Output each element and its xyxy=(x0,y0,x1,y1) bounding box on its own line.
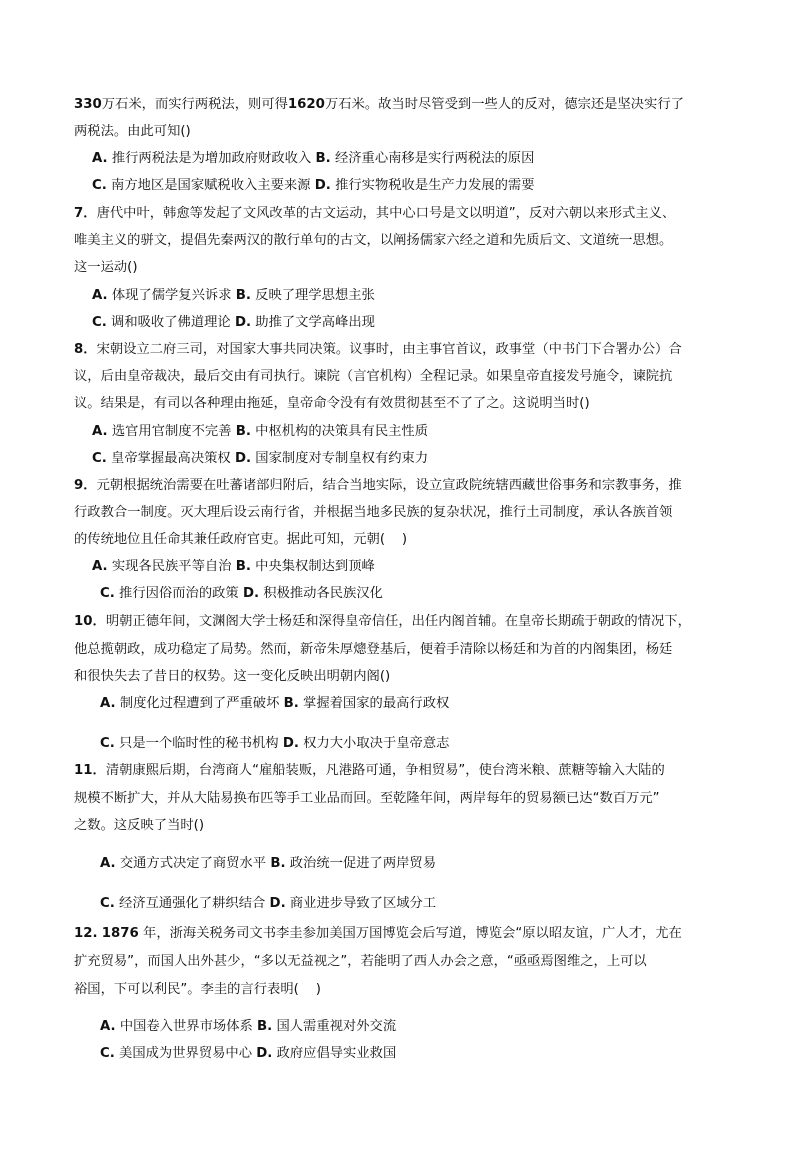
q10-option-a-label: A. xyxy=(100,696,116,711)
q10-option-d-label: D. xyxy=(282,736,299,751)
q12-stem-line-3: 裕国，下可以利民”。李圭的言行表明( ) xyxy=(74,982,321,997)
q9-option-a-text: 实现各民族平等自治 xyxy=(111,559,232,574)
q7-stem-line-2: 唯美主义的骈文，提倡先秦两汉的散行单句的古文，以阐扬儒家六经之道和先质后文、文道统一思想。 xyxy=(74,233,673,248)
q11-stem-line-1 xyxy=(74,762,665,780)
q9-options-row-2 xyxy=(100,585,383,603)
q7-option-c-label: C. xyxy=(92,315,107,330)
q6-number-330: 330 xyxy=(74,97,102,112)
q6-stem-text: 万石米，而实行两税法，则可得 xyxy=(101,97,288,112)
q10-options-row-1 xyxy=(100,695,449,713)
q12-year: 1876 xyxy=(101,926,139,941)
q11-option-a-text: 交通方式决定了商贸水平 xyxy=(119,856,267,871)
q10-option-b-label: B. xyxy=(283,696,299,711)
q11-stem-text: 清朝康熙后期，台湾商人“雇船装贩，凡港路可通，争相贸易”，使台湾米粮、蔗糖等输入大陆的 xyxy=(105,763,665,778)
q8-option-d-text: 国家制度对专制皇权有约束力 xyxy=(255,451,429,466)
q12-option-b-label: B. xyxy=(257,1019,273,1034)
q11-options-row-2 xyxy=(100,895,436,913)
q7-option-d-label: D. xyxy=(234,315,252,330)
q12-stem-text: 年，浙海关税务司文书李圭参加美国万国博览会后写道，博览会“原以昭友谊，广人才，尤在 xyxy=(143,926,682,941)
q8-option-c-text: 皇帝掌握最高决策权 xyxy=(111,451,231,466)
q10-number: 10． xyxy=(74,614,106,629)
q9-stem-line-3: 的传统地位且任命其兼任政府官吏。据此可知，元朝( ) xyxy=(74,532,408,547)
q10-stem-line-3: 和很快失去了昔日的权势。这一变化反映出明朝内阁() xyxy=(74,669,391,684)
q12-option-c-text: 美国成为世界贸易中心 xyxy=(119,1046,253,1061)
q6-option-d-label: D. xyxy=(314,178,331,193)
q10-option-b-text: 掌握着国家的最高行政权 xyxy=(303,696,450,711)
q11-option-d-text: 商业进步导致了区域分工 xyxy=(289,896,437,911)
q11-number: 11． xyxy=(74,763,106,778)
q8-option-b-label: B. xyxy=(235,424,251,439)
q6-stem-line-1 xyxy=(74,96,684,114)
q7-number: 7． xyxy=(74,206,97,221)
q10-options-row-2 xyxy=(100,735,449,753)
q9-option-c-label: C. xyxy=(100,586,115,601)
q6-option-b-label: B. xyxy=(315,151,331,166)
q11-option-c-text: 经济互通强化了耕织结合 xyxy=(119,896,266,911)
q11-option-b-text: 政治统一促进了两岸贸易 xyxy=(289,856,437,871)
q9-option-c-text: 推行因俗而治的政策 xyxy=(119,586,239,601)
q12-option-a-text: 中国卷入世界市场体系 xyxy=(119,1019,253,1034)
q8-options-row-1 xyxy=(92,423,428,441)
q6-options-row-2 xyxy=(92,177,535,195)
q8-option-a-label: A. xyxy=(92,424,108,439)
q8-stem-line-1 xyxy=(74,341,682,359)
q7-option-a-label: A. xyxy=(92,288,108,303)
q12-option-d-label: D. xyxy=(256,1046,273,1061)
q6-option-b-text: 经济重心南移是实行两税法的原因 xyxy=(334,151,535,166)
q11-option-a-label: A. xyxy=(100,856,116,871)
q12-option-b-text: 国人需重视对外交流 xyxy=(276,1019,397,1034)
q9-option-b-label: B. xyxy=(235,559,251,574)
q7-options-row-1 xyxy=(92,287,375,305)
q7-option-a-text: 体现了儒学复兴诉求 xyxy=(111,288,232,303)
q9-number: 9． xyxy=(74,478,97,493)
q7-options-row-2 xyxy=(92,314,375,332)
q6-stem-line-2: 两税法。由此可知() xyxy=(74,124,191,139)
q6-option-c-label: C. xyxy=(92,178,107,193)
q9-options-row-1 xyxy=(92,558,375,576)
q8-stem-line-2: 议，后由皇帝裁决，最后交由有司执行。谏院（言官机构）全程记录。如果皇帝直接发号施令，谏院抗 xyxy=(74,369,673,384)
q7-option-b-label: B. xyxy=(235,288,251,303)
q12-options-row-1 xyxy=(100,1018,396,1036)
q10-stem-line-2: 他总揽朝政，成功稳定了局势。然而，新帝朱厚熜登基后，便着手清除以杨廷和为首的内阁集团，杨廷 xyxy=(74,642,673,657)
q10-stem-text: 明朝正德年间，文渊阁大学士杨廷和深得皇帝信任，出任内阁首辅。在皇帝长期疏于朝政的情况下， xyxy=(105,614,691,629)
q9-option-d-text: 积极推动各民族汉化 xyxy=(263,586,383,601)
q9-stem-text: 元朝根据统治需要在吐蕃诸部归附后，结合当地实际，设立宣政院统辖西藏世俗事务和宗教事务，推 xyxy=(96,478,682,493)
q6-option-d-text: 推行实物税收是生产力发展的需要 xyxy=(335,178,535,193)
q11-stem-line-3: 之数。这反映了当时() xyxy=(74,818,205,833)
q8-option-c-label: C. xyxy=(92,451,107,466)
q6-options-row-1 xyxy=(92,150,534,168)
q11-option-c-label: C. xyxy=(100,896,115,911)
q12-option-c-label: C. xyxy=(100,1046,115,1061)
q10-option-c-text: 只是一个临时性的秘书机构 xyxy=(119,736,279,751)
q9-option-b-text: 中央集权制达到顶峰 xyxy=(255,559,375,574)
q11-stem-line-2: 规模不断扩大，并从大陆易换布匹等手工业品而回。至乾隆年间，两岸每年的贸易额已达“数百万元” xyxy=(74,791,660,806)
q9-stem-line-2: 行政教合一制度。灭大理后设云南行省，并根据当地多民族的复杂状况，推行土司制度，承认各族首领 xyxy=(74,505,673,520)
q7-option-d-text: 助推了文学高峰出现 xyxy=(255,315,375,330)
q12-stem-line-1 xyxy=(74,925,682,943)
q9-option-d-label: D. xyxy=(242,586,260,601)
q10-option-a-text: 制度化过程遭到了严重破坏 xyxy=(119,696,280,711)
q7-stem-line-1 xyxy=(74,205,675,223)
q12-number: 12. xyxy=(74,926,98,941)
q6-number-1620: 1620 xyxy=(287,97,325,112)
q9-stem-line-1 xyxy=(74,477,682,495)
q12-options-row-2 xyxy=(100,1045,396,1063)
q7-stem-line-3: 这一运动() xyxy=(74,260,138,275)
q6-option-c-text: 南方地区是国家赋税收入主要来源 xyxy=(111,178,311,193)
q11-options-row-1 xyxy=(100,855,436,873)
q8-stem-text: 宋朝设立二府三司，对国家大事共同决策。议事时，由主事官首议，政事堂（中书门下合署办公）合 xyxy=(96,342,682,357)
q8-stem-line-3: 议。结果是，有司以各种理由拖延，皇帝命令没有有效贯彻甚至不了了之。这说明当时() xyxy=(74,396,590,411)
q12-stem-line-2: 扩充贸易”，而国人出外甚少，“多以无益视之”，若能明了西人办会之意，“亟亟焉图维之，上可以 xyxy=(74,954,647,969)
q6-stem-text-end: 万石米。故当时尽管受到一些人的反对，德宗还是坚决实行了 xyxy=(324,97,684,112)
q12-option-a-label: A. xyxy=(100,1019,116,1034)
q10-option-c-label: C. xyxy=(100,736,115,751)
q7-stem-text: 唐代中叶，韩愈等发起了文风改革的古文运动，其中心口号是文以明道”，反对六朝以来形式主义、 xyxy=(96,206,676,221)
q8-option-d-label: D. xyxy=(234,451,252,466)
q8-option-b-text: 中枢机构的决策具有民主性质 xyxy=(255,424,429,439)
q9-option-a-label: A. xyxy=(92,559,108,574)
q8-number: 8． xyxy=(74,342,97,357)
q10-option-d-text: 权力大小取决于皇帝意志 xyxy=(303,736,450,751)
q6-option-a-label: A. xyxy=(92,151,108,166)
q8-option-a-text: 选官用官制度不完善 xyxy=(111,424,232,439)
q7-option-b-text: 反映了理学思想主张 xyxy=(255,288,375,303)
q11-option-b-label: B. xyxy=(270,856,286,871)
q11-option-d-label: D. xyxy=(269,896,286,911)
q7-option-c-text: 调和吸收了佛道理论 xyxy=(111,315,231,330)
q8-options-row-2 xyxy=(92,450,428,468)
q10-stem-line-1 xyxy=(74,613,691,631)
q12-option-d-text: 政府应倡导实业救国 xyxy=(276,1046,397,1061)
q6-option-a-text: 推行两税法是为增加政府财政收入 xyxy=(111,151,312,166)
